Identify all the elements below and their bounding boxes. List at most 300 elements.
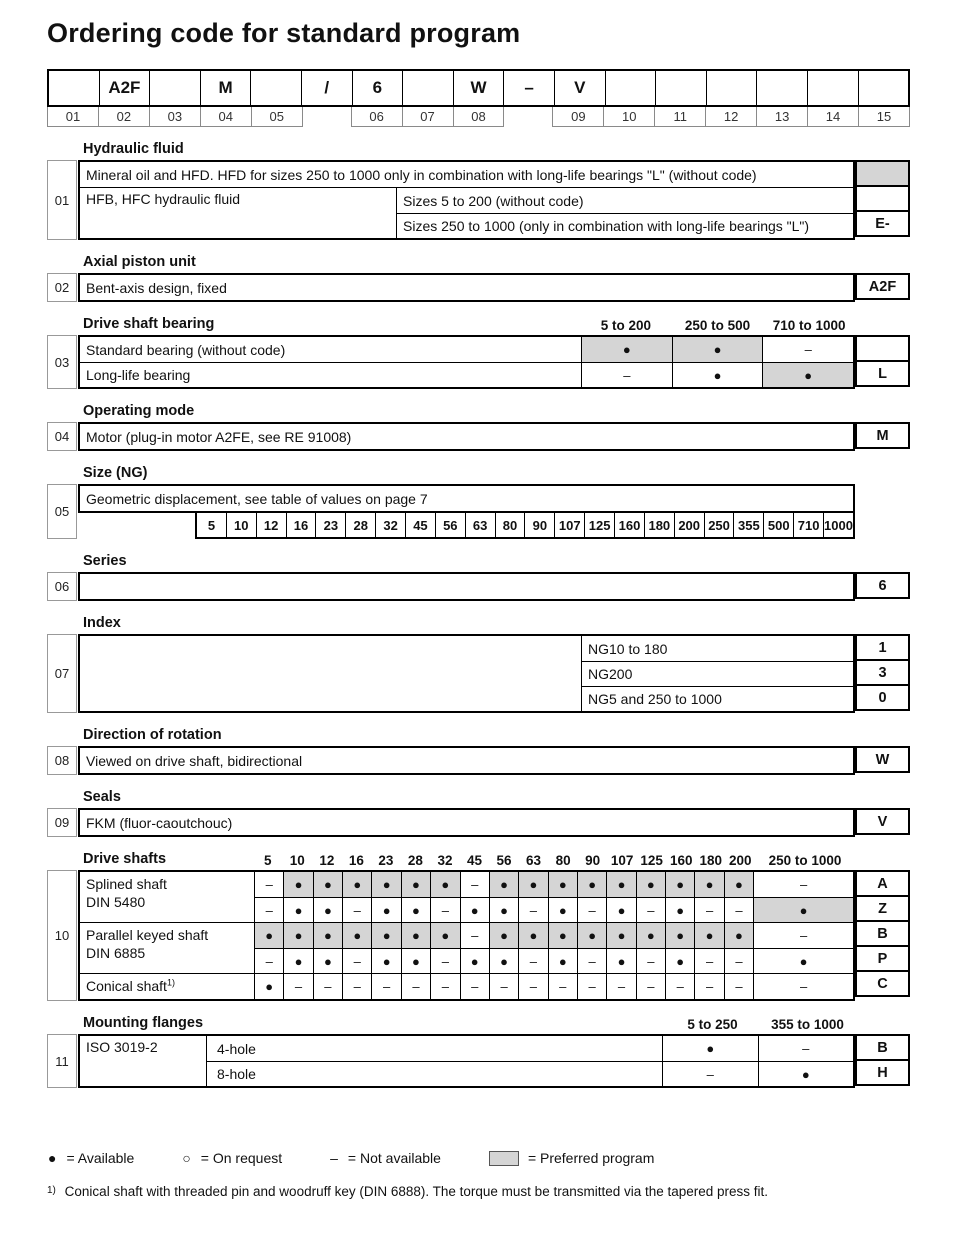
section-number: 07 — [47, 634, 77, 713]
availability-cell: ● — [636, 923, 665, 948]
size-column-header: 90 — [585, 853, 601, 868]
section-heading: Index — [83, 615, 121, 631]
section-direction-of-rotation — [47, 727, 910, 775]
availability-cell: ● — [283, 923, 312, 948]
row-text: Mineral oil and HFD. HFD for sizes 250 to 1000 only in combination with long-life bearings "L" (without code) — [86, 166, 757, 183]
size-column-header: 5 — [264, 853, 272, 868]
availability-cell: – — [753, 872, 853, 897]
size-cell: 180 — [644, 513, 674, 537]
availability-cell: – — [606, 974, 635, 999]
availability-cell: ● — [762, 363, 853, 387]
ordering-code-position: 07 — [402, 107, 454, 127]
section-drive-shaft-bearing — [47, 316, 910, 389]
size-range-headers — [665, 1017, 855, 1032]
table-row-group — [80, 187, 853, 238]
column-header: 5 to 250 — [687, 1017, 738, 1032]
table-row — [582, 686, 853, 711]
availability-cell: – — [623, 367, 631, 383]
page-title: Ordering code for standard program — [47, 18, 521, 48]
availability-cell: – — [313, 974, 342, 999]
section-seals — [47, 789, 910, 837]
table-row — [397, 213, 853, 238]
availability-cell: – — [371, 974, 400, 999]
section-heading: Direction of rotation — [83, 727, 222, 743]
ordering-code-cell — [655, 71, 706, 105]
ordering-code-cell: / — [301, 71, 352, 105]
size-cell: 5 — [207, 517, 216, 533]
availability-cell: ● — [371, 923, 400, 948]
ordering-code-position: 14 — [807, 107, 859, 127]
size-cell: 63 — [465, 513, 495, 537]
size-column-header: 10 — [289, 853, 305, 868]
availability-cell: ● — [577, 872, 606, 897]
availability-cell: – — [706, 1066, 714, 1082]
ordering-code-positions-row — [47, 107, 910, 127]
ordering-code-position: 03 — [149, 107, 201, 127]
section-heading: Seals — [83, 789, 121, 805]
size-column-header: 200 — [729, 853, 752, 868]
code-box: B — [855, 1034, 910, 1061]
availability-cell: ● — [430, 923, 459, 948]
section-number: 08 — [47, 746, 77, 775]
not-available-icon: – — [330, 1150, 338, 1166]
code-box: A — [855, 870, 910, 897]
table-row — [207, 1036, 853, 1061]
row-label: NG5 and 250 to 1000 — [588, 691, 722, 707]
availability-cell: ● — [606, 949, 635, 973]
size-cell: 160 — [614, 513, 644, 537]
size-column-header: 12 — [319, 853, 335, 868]
availability-cell: ● — [606, 898, 635, 922]
table-row — [80, 337, 853, 362]
availability-cell: – — [577, 898, 606, 922]
availability-cell: ● — [255, 923, 283, 948]
availability-cell: ● — [582, 337, 672, 362]
section-heading: Operating mode — [83, 403, 195, 419]
section-size — [47, 465, 910, 539]
availability-cell: – — [342, 974, 371, 999]
availability-cell: – — [342, 949, 371, 973]
ordering-code-cell — [250, 71, 301, 105]
row-label: NG200 — [588, 666, 633, 682]
legend-available: ● = Available — [48, 1150, 135, 1166]
size-column-header: 250 to 1000 — [768, 853, 842, 868]
availability-cell: ● — [265, 979, 274, 994]
availability-cell: ● — [758, 1062, 854, 1086]
drive-shaft-group-conical — [80, 973, 853, 999]
code-box: Z — [855, 895, 910, 922]
size-cell: 1000 — [823, 513, 853, 537]
code-column — [855, 160, 910, 240]
size-column-header: 16 — [348, 853, 364, 868]
code-box: B — [855, 920, 910, 947]
availability-cell: ● — [371, 949, 400, 973]
preferred-program-swatch-icon — [489, 1151, 519, 1166]
drive-shaft-group-keyed — [80, 922, 853, 973]
availability-cell: ● — [371, 898, 400, 922]
code-box: E- — [855, 210, 910, 237]
ordering-code-position: 11 — [654, 107, 706, 127]
availability-cell: ● — [548, 949, 577, 973]
availability-cell: – — [460, 872, 489, 897]
section-number: 02 — [47, 273, 77, 302]
availability-cell: – — [577, 949, 606, 973]
availability-cell: ● — [401, 949, 430, 973]
availability-cell: – — [430, 974, 459, 999]
code-box: V — [855, 808, 910, 835]
legend — [48, 1150, 910, 1166]
row-text: FKM (fluor-caoutchouc) — [86, 814, 233, 831]
size-cell: 355 — [733, 513, 763, 537]
availability-cell: ● — [665, 898, 694, 922]
availability-cell: ● — [636, 872, 665, 897]
size-cell: 90 — [524, 513, 554, 537]
code-box: 6 — [855, 572, 910, 599]
table-row — [582, 636, 853, 661]
availability-cell: ● — [401, 898, 430, 922]
table-row — [582, 661, 853, 686]
code-box: 0 — [855, 684, 910, 711]
availability-row — [255, 872, 853, 897]
size-column-header: 28 — [407, 853, 423, 868]
row-label: HFB, HFC hydraulic fluid — [80, 188, 397, 238]
code-box: H — [855, 1059, 910, 1086]
size-cell: 12 — [256, 513, 286, 537]
availability-cell: – — [460, 974, 489, 999]
ordering-code-cell — [706, 71, 757, 105]
ordering-code-position: 09 — [552, 107, 604, 127]
availability-cell: ● — [401, 923, 430, 948]
availability-cell: ● — [518, 923, 547, 948]
ordering-code-cell: A2F — [99, 71, 150, 105]
table-row — [80, 162, 853, 187]
ordering-code-position: 13 — [756, 107, 808, 127]
index-empty-cell — [80, 636, 582, 711]
size-range-headers — [580, 318, 855, 333]
ordering-code-position: 04 — [200, 107, 252, 127]
availability-cell: ● — [313, 898, 342, 922]
footnote — [47, 1184, 910, 1199]
size-cell: 56 — [435, 513, 465, 537]
size-column-header: 107 — [610, 853, 634, 868]
section-heading: Drive shafts — [83, 851, 167, 867]
availability-cell: – — [636, 949, 665, 973]
availability-cell: ● — [489, 949, 518, 973]
availability-cell: ● — [460, 949, 489, 973]
size-cell: 32 — [375, 513, 405, 537]
ordering-code-cell — [605, 71, 656, 105]
ordering-code-cell — [49, 71, 99, 105]
code-box: A2F — [855, 273, 910, 300]
footnote-text: Conical shaft with threaded pin and woodruff key (DIN 6888). The torque must be transmitted via the tapered press fit. — [64, 1184, 769, 1199]
size-cell: 250 — [704, 513, 734, 537]
availability-row — [255, 923, 853, 948]
availability-cell: ● — [672, 363, 763, 387]
availability-cell: ● — [401, 872, 430, 897]
table-row — [80, 486, 853, 511]
size-cell: 710 — [793, 513, 823, 537]
availability-cell: ● — [489, 898, 518, 922]
ordering-code-position: 08 — [453, 107, 505, 127]
availability-cell: ● — [518, 872, 547, 897]
section-number: 03 — [47, 335, 77, 389]
code-box: M — [855, 422, 910, 449]
section-number: 10 — [47, 870, 77, 1001]
availability-cell: ● — [665, 949, 694, 973]
availability-cell: – — [518, 898, 547, 922]
size-column-header: 23 — [378, 853, 394, 868]
availability-cell: – — [518, 949, 547, 973]
availability-row — [663, 1062, 853, 1086]
size-cell: 16 — [286, 513, 316, 537]
size-column-header: 180 — [699, 853, 722, 868]
availability-cell: – — [724, 949, 753, 973]
code-box: P — [855, 945, 910, 972]
availability-cell: ● — [313, 923, 342, 948]
availability-cell: ● — [548, 872, 577, 897]
availability-row — [255, 974, 853, 999]
row-label: Parallel keyed shaft DIN 6885 — [80, 923, 255, 973]
availability-cell: ● — [283, 872, 312, 897]
availability-cell: – — [694, 949, 723, 973]
availability-cell: ● — [460, 898, 489, 922]
availability-cell: – — [694, 898, 723, 922]
row-label: 8-hole — [207, 1062, 663, 1086]
ordering-code-position: 15 — [858, 107, 910, 127]
availability-cell: ● — [342, 923, 371, 948]
ordering-code-cell — [149, 71, 200, 105]
availability-cell: ● — [665, 923, 694, 948]
ordering-code-position: 05 — [251, 107, 303, 127]
availability-cell: – — [460, 923, 489, 948]
availability-cell: ● — [489, 872, 518, 897]
size-column-header: 160 — [669, 853, 693, 868]
size-cell: 23 — [315, 513, 345, 537]
on-request-icon: ○ — [182, 1150, 191, 1166]
hydraulic-fluid-table — [78, 160, 855, 240]
row-label: 4-hole — [207, 1036, 663, 1061]
section-number: 09 — [47, 808, 77, 837]
availability-row — [255, 897, 853, 922]
availability-cell: ● — [313, 949, 342, 973]
row-label: NG10 to 180 — [588, 640, 668, 657]
availability-cell: ● — [606, 872, 635, 897]
size-cell: 45 — [405, 513, 435, 537]
availability-cell: – — [401, 974, 430, 999]
ordering-code-values-row — [47, 69, 910, 107]
availability-cell: – — [753, 923, 853, 948]
availability-cell: ● — [753, 949, 853, 973]
size-column-header: 45 — [466, 853, 482, 868]
ordering-code-cell: V — [554, 71, 605, 105]
size-column-headers — [253, 853, 855, 868]
section-series — [47, 553, 910, 601]
size-column-header: 125 — [640, 853, 663, 868]
size-column-header: 32 — [437, 853, 453, 868]
ordering-code-position: 02 — [98, 107, 150, 127]
availability-cell: – — [753, 974, 853, 999]
availability-cell: ● — [313, 872, 342, 897]
table-row — [397, 188, 853, 213]
availability-cell: – — [636, 898, 665, 922]
section-operating-mode — [47, 403, 910, 451]
row-label: Splined shaft DIN 5480 — [80, 872, 255, 922]
availability-cell: – — [489, 974, 518, 999]
column-header: 5 to 200 — [600, 318, 651, 333]
table-row — [80, 275, 853, 300]
availability-cell: – — [342, 898, 371, 922]
section-heading: Series — [83, 553, 127, 569]
row-text: Sizes 250 to 1000 (only in combination with long-life bearings "L") — [403, 218, 810, 234]
section-number: 05 — [47, 484, 77, 539]
availability-cell: – — [694, 974, 723, 999]
section-heading: Drive shaft bearing — [83, 316, 215, 332]
availability-cell: – — [762, 337, 853, 362]
table-row — [80, 424, 853, 449]
ordering-code-cell — [402, 71, 453, 105]
size-cell: 107 — [554, 513, 584, 537]
availability-cell: ● — [548, 923, 577, 948]
availability-row — [582, 337, 853, 362]
section-number: 01 — [47, 160, 77, 240]
legend-preferred-program: = Preferred program — [489, 1150, 654, 1166]
ordering-code-position: 12 — [705, 107, 757, 127]
availability-cell: ● — [694, 923, 723, 948]
column-header: 710 to 1000 — [772, 318, 846, 333]
availability-cell: ● — [724, 872, 753, 897]
availability-row — [582, 363, 853, 387]
code-box: L — [855, 360, 910, 387]
table-row — [80, 748, 853, 773]
legend-on-request: ○ = On request — [182, 1150, 283, 1166]
section-heading: Axial piston unit — [83, 254, 196, 270]
drive-shaft-group-splined — [80, 872, 853, 922]
availability-cell: – — [636, 974, 665, 999]
section-number: 06 — [47, 572, 77, 601]
section-heading: Size (NG) — [83, 465, 148, 481]
section-drive-shafts — [47, 851, 910, 1001]
table-row — [207, 1061, 853, 1086]
availability-cell: ● — [577, 923, 606, 948]
footnote-marker: 1) — [47, 1185, 56, 1196]
section-hydraulic-fluid — [47, 141, 910, 240]
legend-not-available: – = Not available — [330, 1150, 441, 1166]
availability-cell: ● — [706, 1041, 715, 1056]
availability-cell: – — [430, 949, 459, 973]
availability-cell: – — [265, 877, 273, 892]
size-cell: 10 — [226, 513, 256, 537]
table-row — [80, 574, 853, 599]
ordering-code-position — [503, 107, 553, 127]
availability-cell: – — [724, 974, 753, 999]
ordering-code-position — [302, 107, 352, 127]
availability-cell: – — [548, 974, 577, 999]
availability-cell: ● — [724, 923, 753, 948]
availability-cell: – — [665, 974, 694, 999]
row-label: Standard bearing (without code) — [80, 337, 582, 362]
column-header: 355 to 1000 — [771, 1017, 844, 1032]
availability-cell: – — [283, 974, 312, 999]
availability-cell: ● — [342, 872, 371, 897]
availability-cell: ● — [548, 898, 577, 922]
availability-cell: ● — [430, 872, 459, 897]
table-row — [80, 810, 853, 835]
availability-cell: ● — [283, 949, 312, 973]
available-icon: ● — [48, 1150, 57, 1166]
row-text: Motor (plug-in motor A2FE, see RE 91008) — [86, 428, 352, 445]
section-number: 11 — [47, 1034, 77, 1088]
availability-cell: – — [265, 953, 273, 969]
section-heading: Hydraulic fluid — [83, 141, 184, 157]
availability-cell: – — [265, 902, 273, 918]
section-index — [47, 615, 910, 713]
ordering-code-cell: W — [453, 71, 504, 105]
section-number: 04 — [47, 422, 77, 451]
availability-cell: – — [724, 898, 753, 922]
row-label: Conical shaft$^{1)}$ — [80, 974, 255, 999]
ordering-code-position: 10 — [603, 107, 655, 127]
availability-cell: ● — [283, 898, 312, 922]
code-box — [855, 160, 910, 187]
column-header: 250 to 500 — [684, 318, 751, 333]
availability-cell: – — [577, 974, 606, 999]
code-box: 1 — [855, 634, 910, 661]
code-box — [855, 335, 910, 362]
code-box: W — [855, 746, 910, 773]
size-cell: 500 — [763, 513, 793, 537]
ordering-code-cell: – — [503, 71, 554, 105]
size-cell: 28 — [345, 513, 375, 537]
availability-cell: ● — [753, 898, 853, 922]
ordering-code-position: 01 — [47, 107, 99, 127]
availability-row — [663, 1036, 853, 1061]
availability-cell: – — [758, 1036, 854, 1061]
availability-cell: ● — [672, 337, 763, 362]
row-text: Sizes 5 to 200 (without code) — [403, 192, 584, 209]
availability-cell: ● — [665, 872, 694, 897]
availability-cell: ● — [606, 923, 635, 948]
availability-cell: – — [518, 974, 547, 999]
section-axial-piston-unit — [47, 254, 910, 302]
ordering-code-cell — [756, 71, 807, 105]
row-label: ISO 3019-2 — [80, 1036, 207, 1086]
row-text: Geometric displacement, see table of values on page 7 — [86, 490, 428, 507]
availability-cell: ● — [489, 923, 518, 948]
ordering-code-cell — [807, 71, 858, 105]
ordering-code-table — [47, 69, 910, 127]
availability-cell: – — [430, 898, 459, 922]
row-text: Bent-axis design, fixed — [86, 279, 227, 296]
availability-cell: ● — [371, 872, 400, 897]
footnote-ref: 1) — [166, 977, 175, 988]
code-box: 3 — [855, 659, 910, 686]
code-box: C — [855, 970, 910, 997]
ordering-code-position: 06 — [351, 107, 403, 127]
ordering-code-cell — [858, 71, 909, 105]
code-box — [855, 185, 910, 212]
availability-row — [255, 948, 853, 973]
availability-cell: ● — [694, 872, 723, 897]
section-mounting-flanges — [47, 1015, 910, 1088]
size-cell: 200 — [674, 513, 704, 537]
table-row — [80, 362, 853, 387]
ordering-code-cell: 6 — [352, 71, 403, 105]
section-heading: Mounting flanges — [83, 1015, 204, 1031]
size-column-header: 56 — [496, 853, 512, 868]
size-cell: 125 — [584, 513, 614, 537]
mounting-flange-group — [80, 1036, 853, 1086]
size-column-header: 80 — [555, 853, 571, 868]
